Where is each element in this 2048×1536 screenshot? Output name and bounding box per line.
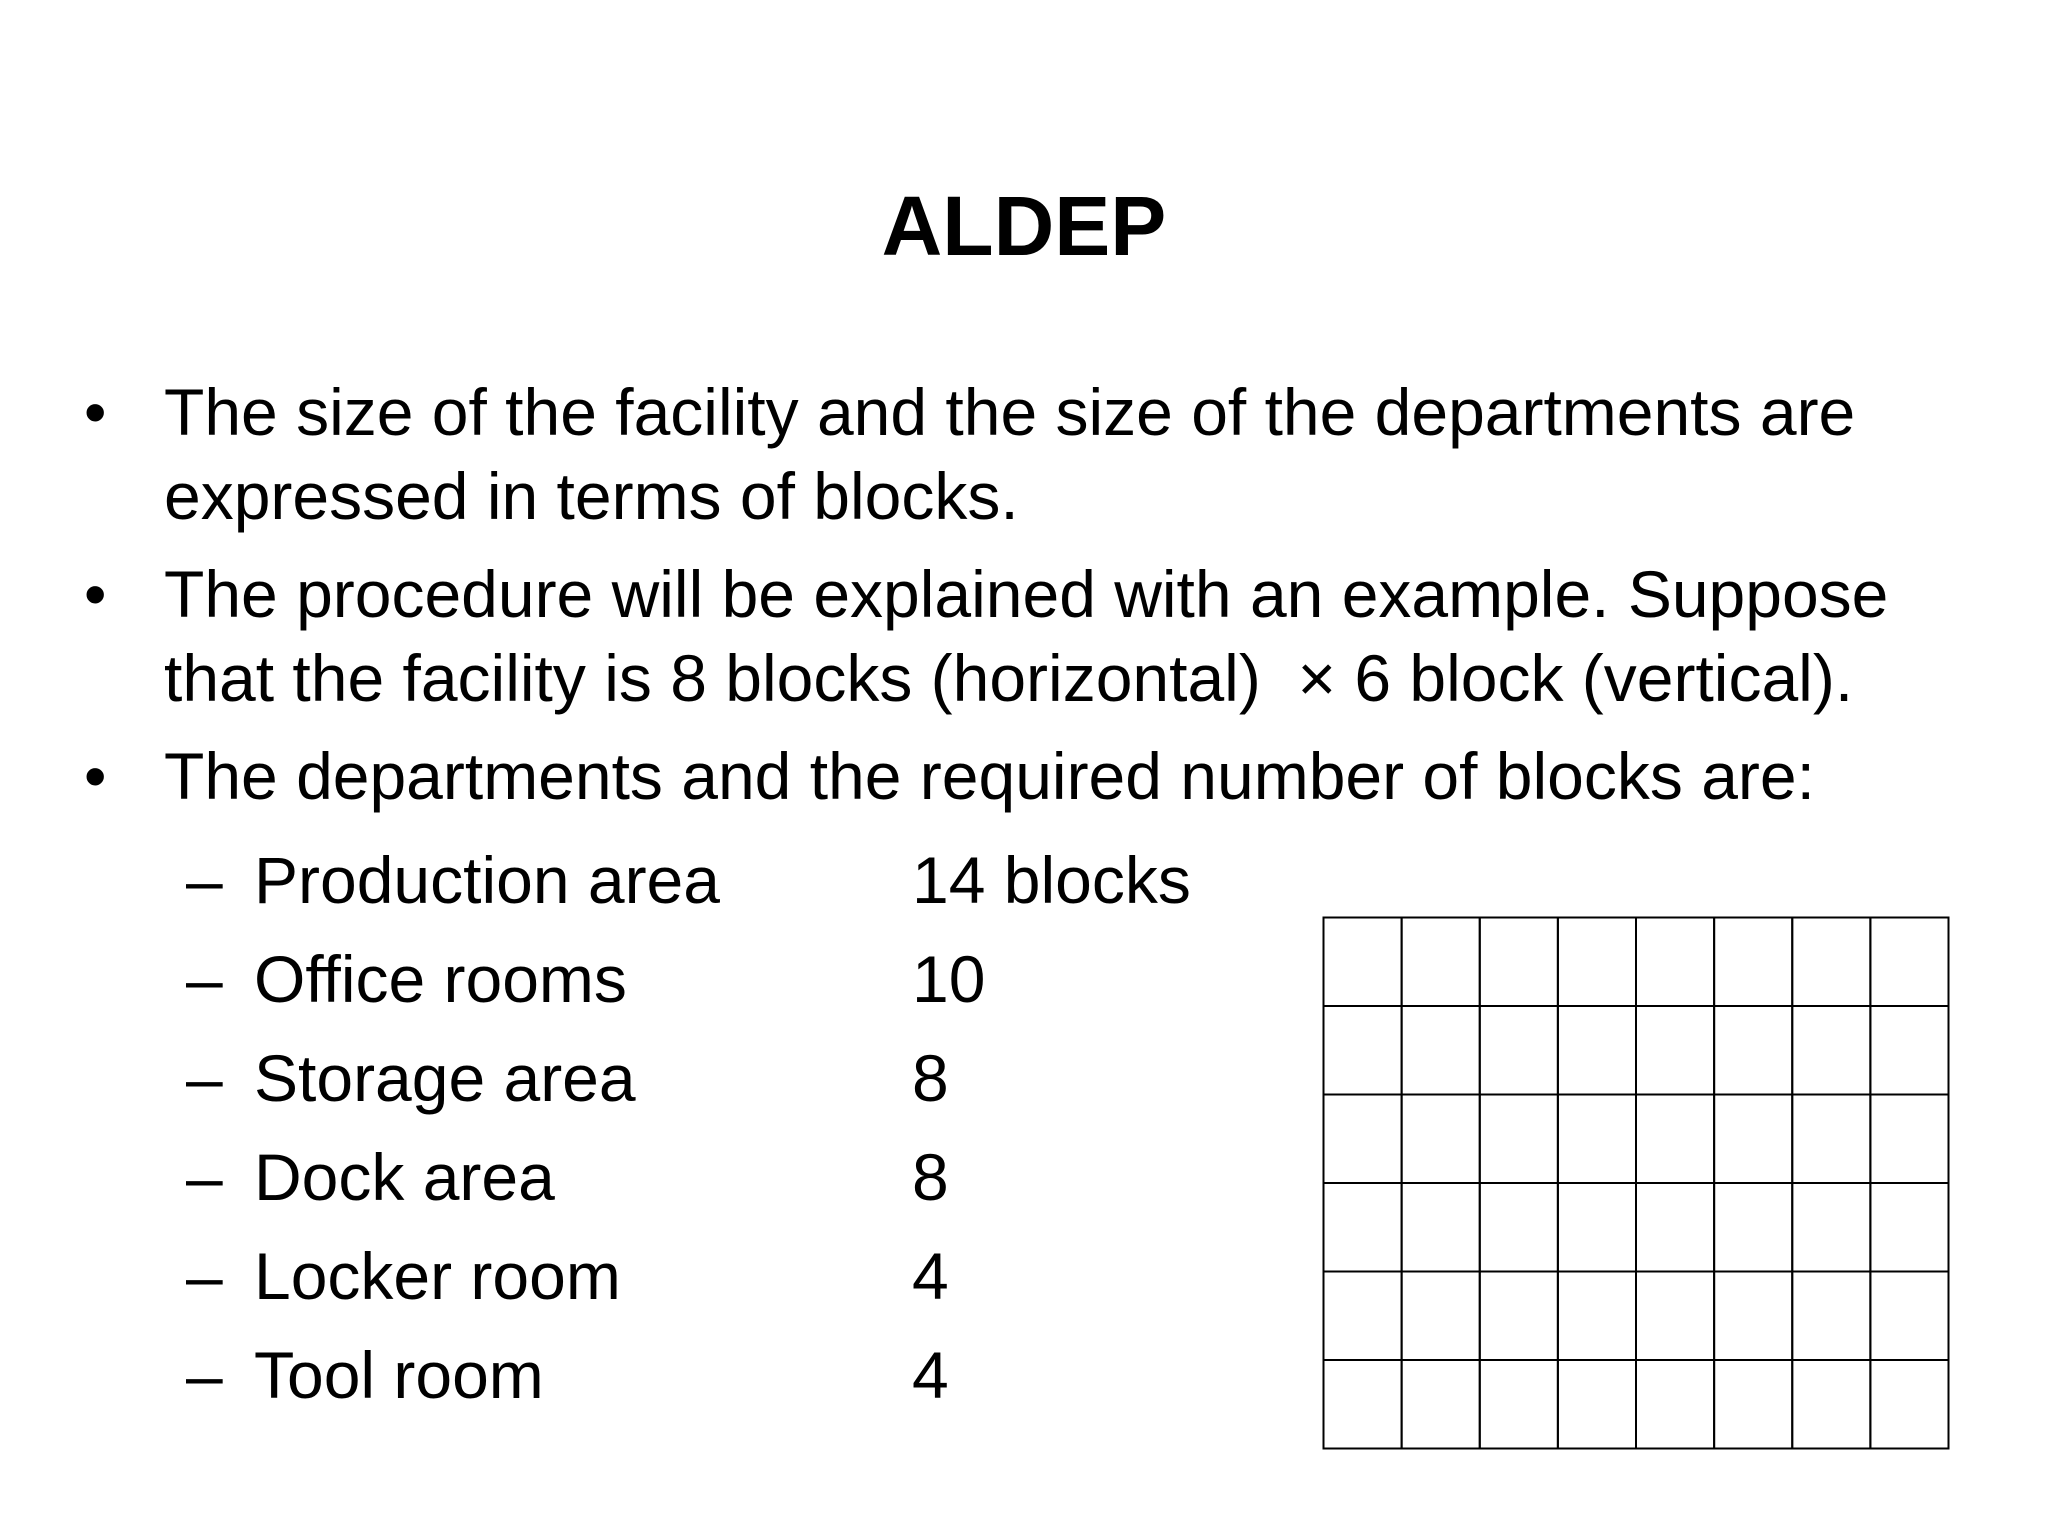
grid-block: [1402, 1360, 1480, 1449]
grid-block: [1792, 1272, 1870, 1361]
grid-block: [1792, 1006, 1870, 1095]
dash-icon: –: [186, 1041, 223, 1115]
grid-block: [1324, 1095, 1402, 1184]
grid-block: [1870, 918, 1948, 1007]
grid-block: [1402, 1095, 1480, 1184]
dash-icon: –: [186, 843, 223, 917]
grid-block: [1636, 918, 1714, 1007]
grid-block: [1714, 918, 1792, 1007]
grid-block: [1324, 1006, 1402, 1095]
grid-block: [1480, 1095, 1558, 1184]
grid-block: [1480, 918, 1558, 1007]
grid-block: [1636, 1095, 1714, 1184]
bullet-line: that the facility is 8 blocks (horizontal) × 6 block (vertical).: [164, 641, 1854, 715]
grid-block: [1558, 1183, 1636, 1272]
department-name: Dock area: [254, 1140, 555, 1214]
bullet-line: The departments and the required number of blocks are:: [164, 739, 1815, 813]
department-name: Tool room: [254, 1338, 544, 1412]
grid-block: [1870, 1183, 1948, 1272]
grid-block: [1558, 918, 1636, 1007]
bullet-text: [164, 370, 2024, 538]
department-blocks: 8: [912, 1140, 949, 1214]
grid-block: [1558, 1360, 1636, 1449]
grid-block: [1636, 1360, 1714, 1449]
grid-block: [1636, 1272, 1714, 1361]
grid-block: [1480, 1360, 1558, 1449]
department-name: Storage area: [254, 1041, 636, 1115]
grid-block: [1870, 1272, 1948, 1361]
facility-grid-drawing: [1322, 916, 1950, 1450]
grid-block: [1402, 918, 1480, 1007]
dash-icon: –: [186, 942, 223, 1016]
grid-block: [1792, 1183, 1870, 1272]
department-row: [0, 832, 2048, 928]
grid-block: [1636, 1183, 1714, 1272]
grid-block: [1402, 1183, 1480, 1272]
grid-block: [1714, 1272, 1792, 1361]
dash-icon: –: [186, 1338, 223, 1412]
grid-block: [1714, 1183, 1792, 1272]
slide-title: ALDEP: [881, 179, 1167, 273]
facility-block-grid: [1322, 916, 1950, 1450]
grid-block: [1480, 1006, 1558, 1095]
bullet-icon: •: [84, 376, 107, 448]
department-name: Office rooms: [254, 942, 627, 1016]
bullet-line: The size of the facility and the size of the departments are: [164, 375, 1856, 449]
grid-block: [1792, 918, 1870, 1007]
grid-block: [1870, 1095, 1948, 1184]
bullet-icon: •: [84, 558, 107, 630]
department-blocks: 10: [912, 942, 986, 1016]
grid-block: [1792, 1360, 1870, 1449]
dash-icon: –: [186, 1140, 223, 1214]
grid-block: [1870, 1360, 1948, 1449]
bullet-line: The procedure will be explained with an example. Suppose: [164, 557, 1889, 631]
grid-block: [1324, 1360, 1402, 1449]
grid-block: [1324, 918, 1402, 1007]
grid-block: [1324, 1183, 1402, 1272]
grid-block: [1480, 1183, 1558, 1272]
department-blocks: 4: [912, 1239, 949, 1313]
department-name: Production area: [254, 843, 720, 917]
bullet-icon: •: [84, 740, 107, 812]
bullet-text: [164, 552, 2024, 720]
grid-block: [1636, 1006, 1714, 1095]
grid-block: [1714, 1360, 1792, 1449]
grid-block: [1714, 1095, 1792, 1184]
bullet-text: [164, 734, 2024, 818]
grid-block: [1480, 1272, 1558, 1361]
dash-icon: –: [186, 1239, 223, 1313]
grid-block: [1714, 1006, 1792, 1095]
department-blocks: 8: [912, 1041, 949, 1115]
bullet-line: expressed in terms of blocks.: [164, 459, 1019, 533]
grid-block: [1558, 1095, 1636, 1184]
department-blocks: 4: [912, 1338, 949, 1412]
grid-block: [1402, 1006, 1480, 1095]
grid-block: [1792, 1095, 1870, 1184]
grid-block: [1870, 1006, 1948, 1095]
grid-block: [1558, 1272, 1636, 1361]
department-blocks: 14 blocks: [912, 843, 1191, 917]
grid-block: [1558, 1006, 1636, 1095]
grid-block: [1402, 1272, 1480, 1361]
department-name: Locker room: [254, 1239, 621, 1313]
grid-block: [1324, 1272, 1402, 1361]
